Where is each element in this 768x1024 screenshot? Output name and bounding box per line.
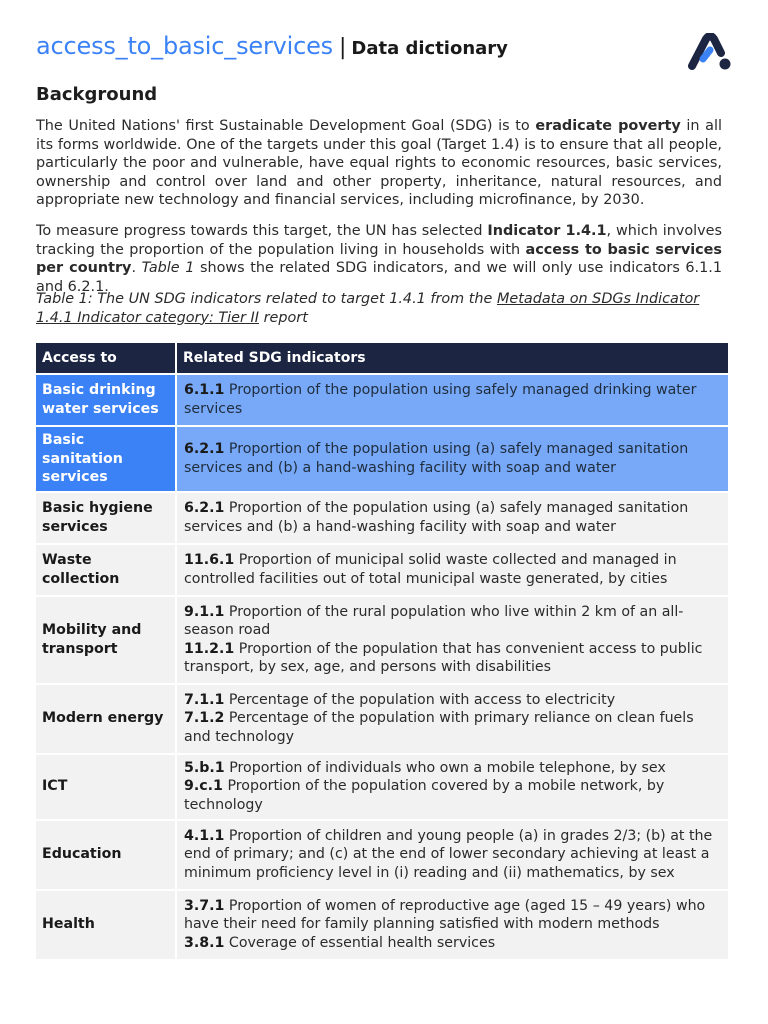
- indicator-description: Proportion of the population covered by a mobile network, by technology: [184, 778, 665, 813]
- p1-text-a: The United Nations' first Sustainable Development Goal (SDG) is to: [36, 118, 536, 134]
- indicator-cell: [175, 597, 728, 683]
- table-row: [36, 685, 728, 753]
- indicator-code: 11.6.1: [184, 552, 235, 569]
- caption-suffix: report: [259, 309, 308, 326]
- sdg-indicators-table: [36, 341, 728, 961]
- title-separator: |: [338, 35, 347, 60]
- indicator-entry: [184, 759, 722, 778]
- p2-text-c: .: [131, 260, 142, 277]
- indicator-entry: [184, 440, 722, 477]
- access-category-cell: Waste collection: [36, 545, 175, 595]
- indicator-entry: [184, 499, 722, 536]
- indicator-entry: [184, 691, 722, 710]
- indicator-description: Proportion of the population that has convenient access to public transport, by sex, age, and persons with disabilities: [184, 640, 703, 676]
- table-row: [36, 821, 728, 889]
- p2-text-a: To measure progress towards this target, the UN has selected: [36, 223, 488, 239]
- indicator-description: Percentage of the population with primary reliance on clean fuels and technology: [184, 710, 694, 746]
- p2-text-b: , which involves tracking the proportion of the population living in households with: [36, 223, 723, 258]
- background-heading: Background: [36, 84, 158, 105]
- p1-bold-eradicate-poverty: eradicate poverty: [535, 118, 681, 134]
- indicator-cell: [175, 755, 728, 819]
- indicator-description: Proportion of women of reproductive age (aged 15 – 49 years) who have their need for family planning satisfied with modern methods: [184, 897, 706, 933]
- p2-italic-table-ref: Table 1: [141, 260, 195, 277]
- indicator-code: 3.7.1: [184, 897, 225, 914]
- access-category-cell: Education: [36, 821, 175, 889]
- document-title: access_to_basic_services: [36, 32, 333, 60]
- table-row: [36, 597, 728, 683]
- indicator-description: Proportion of the population using safely managed drinking water services: [184, 382, 697, 417]
- indicator-description: Proportion of municipal solid waste collected and managed in controlled facilities out of total municipal waste generated, by cities: [184, 552, 677, 587]
- indicator-cell: [175, 493, 728, 543]
- p2-bold-indicator: Indicator 1.4.1: [487, 223, 607, 239]
- access-category-cell: Mobility and transport: [36, 597, 175, 683]
- table-row: [36, 755, 728, 819]
- indicator-cell: [175, 545, 728, 595]
- indicator-entry: [184, 777, 722, 814]
- indicator-entry: [184, 603, 722, 640]
- indicator-cell: [175, 427, 728, 491]
- indicator-description: Proportion of the population using (a) safely managed sanitation services and (b) a hand-washing facility with soap and water: [184, 441, 689, 476]
- indicator-description: Coverage of essential health services: [224, 934, 496, 951]
- indicator-code: 9.1.1: [184, 603, 225, 620]
- access-category-cell: Basic drinking water services: [36, 375, 175, 425]
- indicator-entry: [184, 827, 722, 883]
- access-category-cell: Basic sanitation services: [36, 427, 175, 491]
- access-category-cell: Modern energy: [36, 685, 175, 753]
- access-category-cell: Basic hygiene services: [36, 493, 175, 543]
- indicator-entry: [184, 640, 722, 677]
- indicator-code: 7.1.1: [184, 691, 225, 708]
- table-row: [36, 891, 728, 959]
- access-category-cell: Health: [36, 891, 175, 959]
- indicator-entry: [184, 551, 722, 588]
- document-subtitle: Data dictionary: [351, 38, 508, 59]
- indicator-cell: [175, 375, 728, 425]
- table-header-row: [36, 343, 728, 373]
- background-paragraph-1: [36, 117, 722, 210]
- indicator-cell: [175, 891, 728, 959]
- indicator-code: 6.2.1: [184, 441, 225, 458]
- indicator-description: Proportion of children and young people (a) in grades 2/3; (b) at the end of primary; and (c) at the end of lower secondary achieving at least a minimum proficiency level in (i) reading and (ii) mathematics, by sex: [184, 827, 713, 881]
- table-body: [36, 375, 728, 959]
- indicator-description: Proportion of individuals who own a mobile telephone, by sex: [224, 759, 666, 776]
- caption-metadata-link[interactable]: Metadata on SDGs Indicator 1.4.1 Indicator category: Tier II: [36, 291, 700, 326]
- access-category-cell: ICT: [36, 755, 175, 819]
- a-logo-icon: [688, 33, 732, 71]
- indicator-code: 7.1.2: [184, 710, 225, 727]
- indicator-entry: [184, 381, 722, 418]
- indicator-code: 6.2.1: [184, 500, 225, 517]
- indicator-cell: [175, 685, 728, 753]
- page-header: [36, 32, 508, 60]
- indicator-description: Percentage of the population with access to electricity: [224, 691, 616, 708]
- indicator-code: 6.1.1: [184, 382, 225, 399]
- header-related-indicators: Related SDG indicators: [175, 343, 728, 373]
- table-row: [36, 427, 728, 491]
- indicator-entry: [184, 709, 722, 746]
- indicator-description: Proportion of the rural population who live within 2 km of an all-season road: [184, 603, 684, 639]
- p1-text-b: in all its forms worldwide. One of the targets under this goal (Target 1.4) is to ensure that all people, particularly the poor and vulnerable, have equal rights to economic resources, basic services, ownership and control over land and other property, inheritance, natural resources, and appropriate new technology and financial services, including microfinance, by 2030.: [36, 118, 722, 209]
- p2-text-d: shows the related SDG indicators, and we will only use indicators 6.1.1 and 6.2.1.: [36, 260, 722, 295]
- indicator-description: Proportion of the population using (a) safely managed sanitation services and (b) a hand-washing facility with soap and water: [184, 500, 689, 535]
- background-paragraph-2: [36, 222, 722, 296]
- table-row: [36, 375, 728, 425]
- p2-bold-access: access to basic services per country: [36, 241, 722, 277]
- indicator-code: 11.2.1: [184, 640, 235, 657]
- header-access-to: Access to: [36, 343, 175, 373]
- indicator-cell: [175, 821, 728, 889]
- indicator-entry: [184, 934, 722, 953]
- table-row: [36, 493, 728, 543]
- table-caption: [36, 290, 726, 327]
- table-row: [36, 545, 728, 595]
- caption-text: Table 1: The UN SDG indicators related to target 1.4.1 from the: [36, 291, 497, 307]
- indicator-code: 5.b.1: [184, 759, 225, 776]
- indicator-code: 4.1.1: [184, 827, 225, 844]
- indicator-entry: [184, 897, 722, 934]
- indicator-code: 3.8.1: [184, 934, 225, 951]
- indicator-code: 9.c.1: [184, 778, 223, 795]
